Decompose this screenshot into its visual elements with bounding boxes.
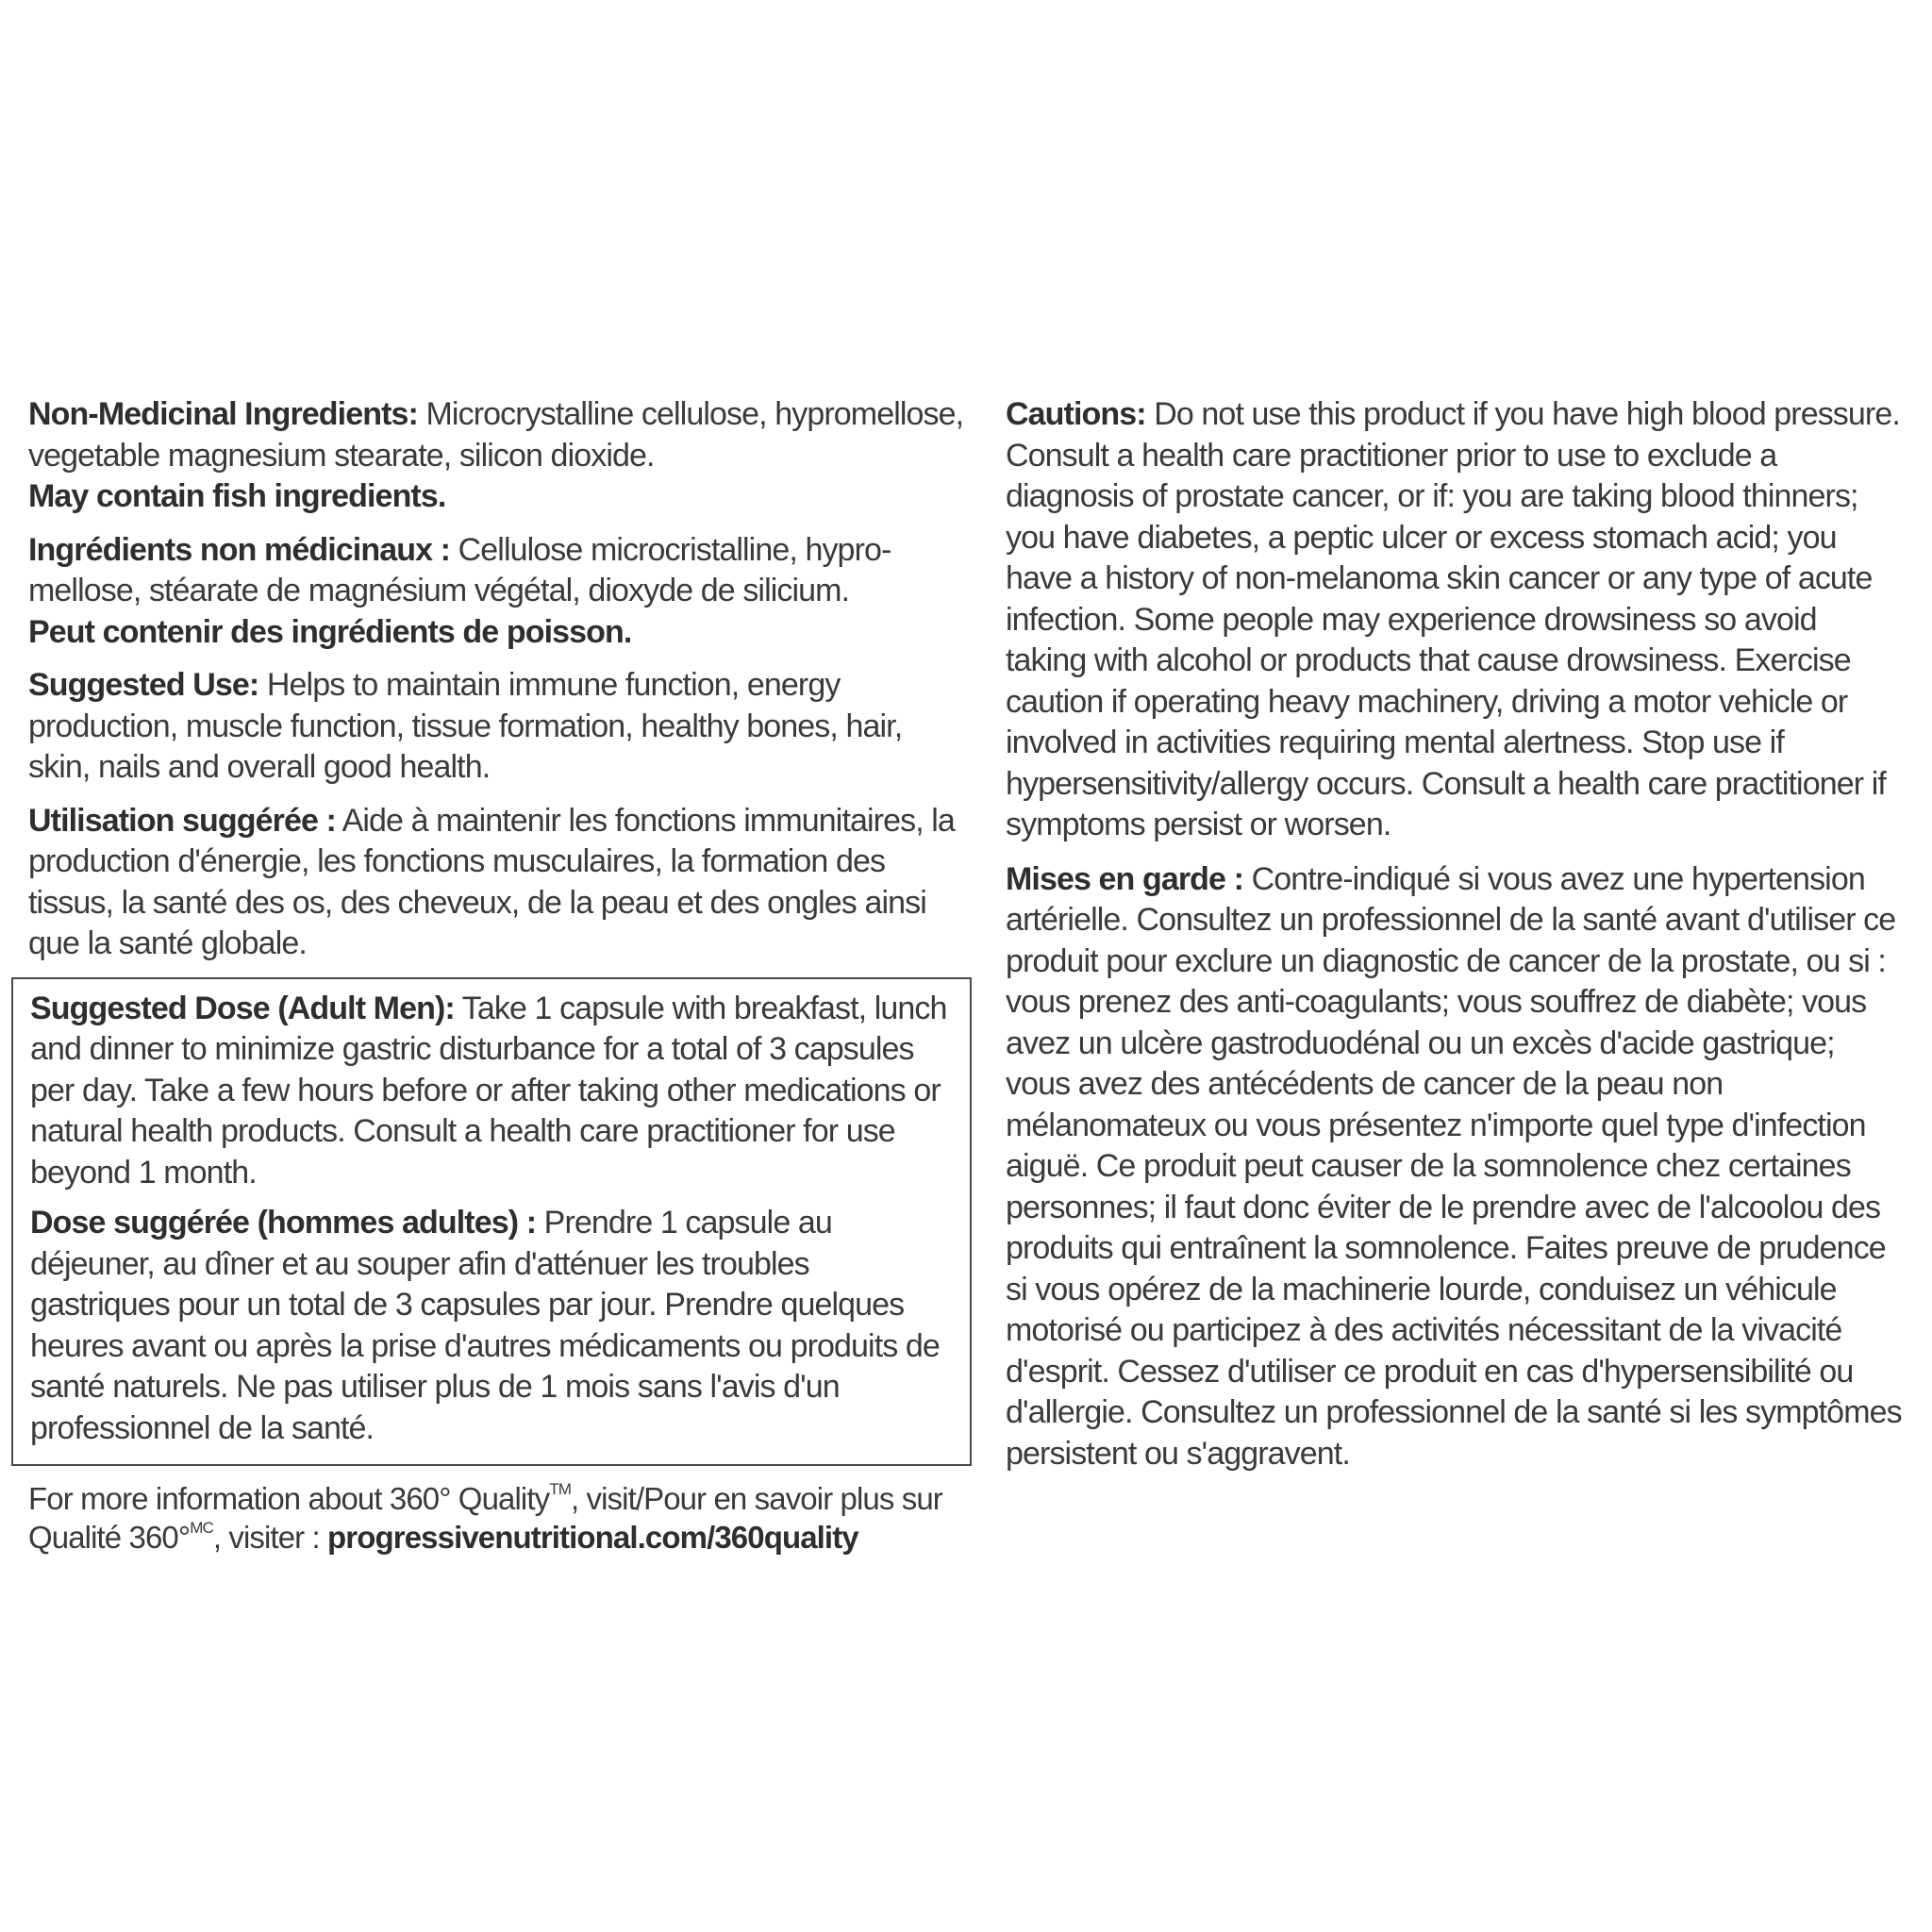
right-column	[1006, 394, 1902, 1488]
non-medicinal-ingredients-fr	[28, 530, 972, 654]
quality-footnote	[28, 1479, 972, 1557]
footnote-text-3: , visiter :	[212, 1520, 328, 1555]
cautions-fr	[1006, 859, 1902, 1475]
suggested-use-en-heading: Suggested Use:	[28, 667, 259, 703]
non-medicinal-ingredients-en-body: Microcrystalline cellulose, hypromellose, vegetable magnesium stearate, silicon dioxide.	[28, 396, 964, 474]
quality-url: progressivenutritional.com/360quality	[327, 1520, 858, 1555]
suggested-dose-en-body: Take 1 capsule with breakfast, lunch and dinner to minimize gastric disturbance for a total of 3 capsules per day. Take a few hours before or after taking other medications or natural health products. Consult a health care practitioner for use beyond 1 month.	[30, 990, 947, 1191]
cautions-en	[1006, 394, 1902, 846]
non-medicinal-ingredients-fr-body: Cellulose microcristalline, hypro-mellose, stéarate de magnésium végétal, dioxyde de silicium.	[28, 531, 891, 608]
footnote-text-1: For more information about 360° Quality	[28, 1481, 550, 1516]
left-column	[28, 394, 972, 1588]
suggested-dose-en-heading: Suggested Dose (Adult Men):	[30, 990, 455, 1026]
suggested-dose-fr-heading: Dose suggérée (hommes adultes) :	[30, 1205, 537, 1241]
cautions-en-body: Do not use this product if you have high blood pressure. Consult a health care practitioner prior to use to exclude a diagnosis of prostate cancer, or if: you are taking blood thinners; you have diabetes, a peptic ulcer or excess stomach acid; you have a history of non-melanoma skin cancer or any type of acute infection. Some people may experience drowsiness so avoid taking with alcohol or products that cause drowsiness. Exercise caution if operating heavy machinery, driving a motor vehicle or involved in activities requiring mental alertness. Stop use if hypersensitivity/allergy occurs. Consult a health care practitioner if symptoms persist or worsen.	[1006, 396, 1900, 842]
suggested-use-fr	[28, 801, 972, 965]
fish-ingredients-note-fr: Peut contenir des ingrédients de poisson.	[28, 613, 632, 650]
suggested-use-fr-body: Aide à maintenir les fonctions immunitaires, la production d'énergie, les fonctions musculaires, la formation des tissus, la santé des os, des cheveux, de la peau et des ongles ainsi que la santé globale.	[28, 802, 955, 961]
suggested-use-en-body: Helps to maintain immune function, energy production, muscle function, tissue formation, healthy bones, hair, skin, nails and overall good health.	[28, 667, 903, 785]
trademark-mark: TM	[549, 1480, 571, 1498]
suggested-use-en	[28, 665, 972, 789]
suggested-dose-fr-body: Prendre 1 capsule au déjeuner, au dîner et au souper afin d'atténuer les troubles gastriques pour un total de 3 capsules par jour. Prendre quelques heures avant ou après la prise d'autres médicaments ou produits de santé naturels. Ne pas utiliser plus de 1 mois sans l'avis d'un professionnel de la santé.	[30, 1205, 940, 1446]
suggested-dose-box	[11, 977, 972, 1467]
cautions-en-heading: Cautions:	[1006, 396, 1146, 432]
cautions-fr-body: Contre-indiqué si vous avez une hypertension artérielle. Consultez un professionnel de la santé avant d'utiliser ce produit pour exclure un diagnostic de cancer de la prostate, ou si : vous prenez des anti-coagulants; vous souffrez de diabète; vous avez un ulcère gastroduodénal ou un excès d'acide gastrique; vous avez des antécédents de cancer de la peau non mélanomateux ou vous présentez n'importe quel type d'infection aiguë. Ce produit peut causer de la somnolence chez certaines personnes; il faut donc éviter de le prendre avec de l'alcoolou des produits qui entraînent la somnolence. Faites preuve de prudence si vous opérez de la machinerie lourde, conduisez un véhicule motorisé ou participez à des activités nécessitant de la vivacité d'esprit. Cessez d'utiliser ce produit en cas d'hypersensibilité ou d'allergie. Consultez un professionnel de la santé si les symptômes persistent ou s'aggravent.	[1006, 860, 1902, 1472]
fish-ingredients-note-en: May contain fish ingredients.	[28, 478, 446, 514]
mc-mark: MC	[190, 1519, 213, 1537]
footnote-text-2: , visit/Pour en savoir plus sur Qualité 360°	[28, 1481, 942, 1555]
suggested-dose-en	[30, 989, 957, 1194]
non-medicinal-ingredients-en-heading: Non-Medicinal Ingredients:	[28, 396, 418, 432]
suggested-use-fr-heading: Utilisation suggérée :	[28, 802, 336, 839]
suggested-dose-fr	[30, 1203, 957, 1449]
non-medicinal-ingredients-fr-heading: Ingrédients non médicinaux :	[28, 531, 451, 568]
non-medicinal-ingredients-en	[28, 394, 972, 518]
cautions-fr-heading: Mises en garde :	[1006, 860, 1244, 897]
